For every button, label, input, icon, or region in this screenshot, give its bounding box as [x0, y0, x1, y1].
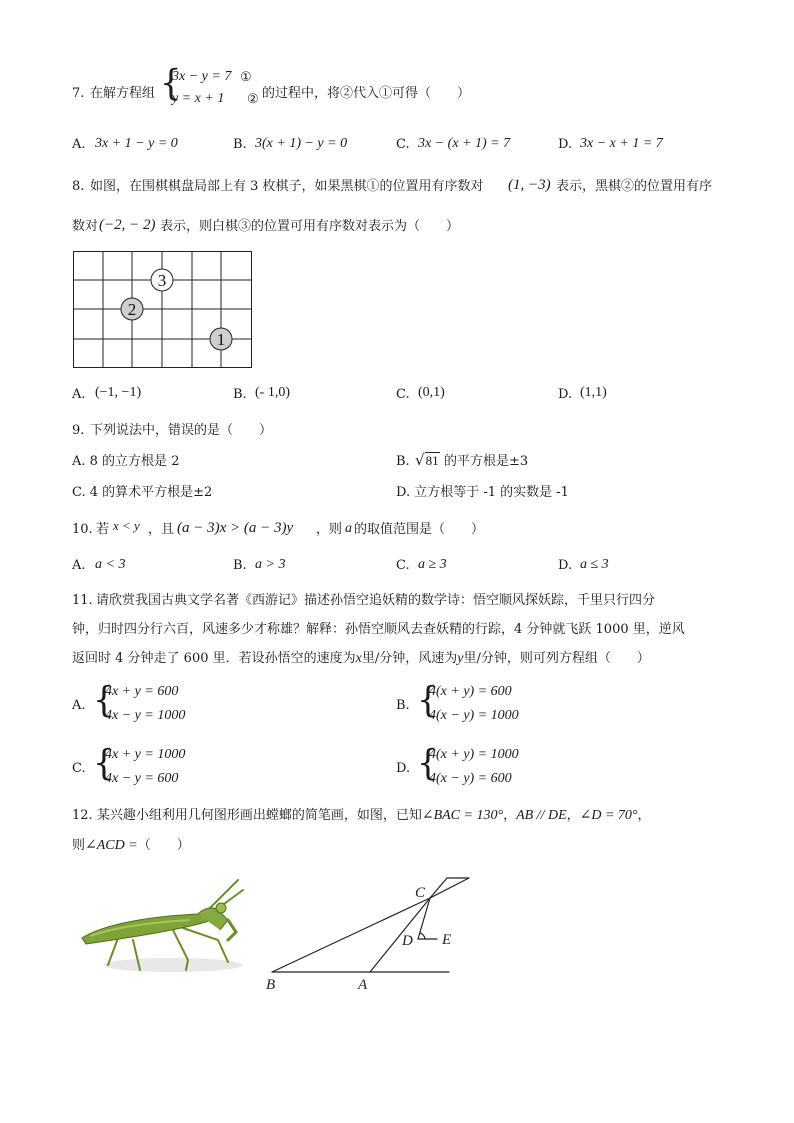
q11-line1: 请欣赏我国古典文学名著《西游记》描述孙悟空追妖精的数学诗：悟空顺风探妖踪，千里只行四分 — [96, 593, 656, 608]
q10-p3: ，则 — [316, 522, 343, 537]
q12-parallel: AB // DE — [516, 808, 567, 823]
q12-number: 12. — [72, 808, 93, 823]
q12-l1-b: ， — [503, 808, 517, 823]
q7-eq1-mark: ① — [240, 69, 252, 85]
q9-option-a: A. 8 的立方根是 2 — [72, 454, 180, 469]
q10-number: 10. — [72, 522, 93, 537]
q11-option-c-eq2: 4x − y = 600 — [105, 771, 179, 786]
q11-option-a-eq2: 4x − y = 1000 — [105, 708, 186, 723]
q10-cond2: (a − 3)x > (a − 3)y — [177, 520, 294, 536]
stone-1-label: 1 — [216, 330, 226, 349]
q11-option-c-eq1: 4x + y = 1000 — [105, 747, 186, 762]
q11-option-a-brace: { — [93, 679, 115, 721]
q11-option-c-label: C. — [72, 761, 86, 776]
q10-p2: ，且 — [148, 522, 175, 537]
q9-stem: 下列说法中，错误的是（ ） — [90, 423, 273, 438]
q10-option-c: a ≥ 3 — [418, 557, 447, 572]
q8-option-b: (- 1,0) — [255, 385, 290, 400]
q9-option-c: C. 4 的算术平方根是±2 — [72, 485, 213, 500]
q8-option-d: (1,1) — [580, 385, 607, 400]
q7-eq2: y = x + 1 — [172, 91, 225, 106]
q10-option-a: a < 3 — [95, 557, 126, 572]
q7-eq2-mark: ② — [247, 91, 259, 107]
q11-option-d-eq1: 4(x + y) = 1000 — [429, 747, 519, 762]
q7-option-d: 3x − x + 1 = 7 — [580, 136, 663, 151]
q11-line3-b: 里/分钟，风速为 — [361, 651, 458, 666]
q10-option-b: a > 3 — [255, 557, 286, 572]
q8-line1-b: 表示，黑棋②的位置用有序 — [556, 179, 713, 194]
q8-line1-a: 如图，在围棋棋盘局部上有 3 枚棋子，如果黑棋①的位置用有序数对 — [90, 179, 484, 194]
q11-option-c-brace: { — [93, 742, 115, 784]
label-a: A — [358, 977, 368, 993]
q12-line2 — [72, 837, 190, 855]
q11-var-y: y — [457, 651, 464, 666]
q8-number: 8. — [72, 179, 85, 194]
q7-suffix: 的过程中，将②代入①可得（ ） — [262, 86, 471, 101]
q10-option-b-label: B. — [233, 558, 247, 573]
q7-eq1: 3x − y = 7 — [172, 69, 232, 84]
q12-angle-d: ∠D = 70° — [579, 808, 638, 823]
line-top-back — [430, 878, 469, 898]
white-stone-3 — [151, 269, 173, 291]
q8-line2-a: 数对 — [72, 219, 99, 234]
q11-option-b-brace: { — [417, 679, 439, 721]
q9-option-b-text: 的平方根是±3 — [444, 454, 529, 469]
q11-option-b-label: B. — [396, 698, 410, 713]
mantis-photo — [78, 870, 258, 978]
q7-brace: { — [160, 62, 182, 104]
line-ac — [370, 898, 430, 972]
q10-option-d-label: D. — [558, 558, 573, 573]
line-c-top — [430, 878, 447, 898]
q10-option-d: a ≤ 3 — [580, 557, 609, 572]
black-stone-1 — [210, 328, 232, 350]
q7-option-a: 3x + 1 − y = 0 — [95, 136, 178, 151]
q12-l2-b: （ ） — [137, 838, 190, 853]
stone-2-label: 2 — [127, 300, 137, 319]
q9-option-b-radicand: 81 — [425, 453, 439, 468]
go-board-figure — [73, 251, 253, 369]
geometry-figure — [262, 872, 477, 992]
angle-d-arc — [420, 933, 425, 939]
q11-line3-a: 返回时 4 分钟走了 600 里．若设孙悟空的速度为 — [72, 651, 356, 666]
q11-option-a-label: A. — [72, 698, 86, 713]
q10-p4: 的取值范围是（ ） — [354, 522, 485, 537]
q12-l1-d: ， — [637, 808, 651, 823]
q9-option-b-radical — [415, 451, 440, 471]
q7-option-d-label: D. — [558, 137, 573, 152]
q8-line2-pair: (−2, − 2) — [99, 217, 156, 233]
q8-option-a: (−1, −1) — [95, 385, 142, 400]
q7-prefix: 在解方程组 — [90, 86, 156, 101]
q8-option-d-label: D. — [558, 387, 573, 402]
q7-equation-system — [160, 62, 270, 110]
q12-l1-c: ， — [566, 808, 580, 823]
q8-option-c-label: C. — [396, 387, 410, 402]
q8-option-a-label: A. — [72, 387, 86, 402]
q10-var: a — [345, 521, 352, 536]
sqrt-sign: √ — [415, 451, 425, 469]
q12-l2-a: 则 — [72, 838, 86, 853]
q11-option-a-eq1: 4x + y = 600 — [105, 684, 179, 699]
q7-option-c: 3x − (x + 1) = 7 — [418, 136, 511, 151]
q11-option-d-eq2: 4(x − y) = 600 — [429, 771, 512, 786]
q7-number: 7. — [72, 86, 85, 101]
q12-l1-a: 某兴趣小组利用几何图形画出螳螂的简笔画，如图，已知 — [96, 808, 422, 823]
q7-option-b: 3(x + 1) − y = 0 — [255, 136, 348, 151]
q9-number: 9. — [72, 423, 85, 438]
q11-line2: 钟，归时四分行六百，风速多少才称雄？解释：孙悟空顺风去查妖精的行踪，4 分钟就飞跃 1000 里，逆风 — [72, 622, 685, 637]
q8-option-b-label: B. — [233, 387, 247, 402]
q11-option-b-eq1: 4(x + y) = 600 — [429, 684, 512, 699]
q10-p1: 若 — [96, 522, 110, 537]
q11-var-x: x — [355, 651, 362, 666]
label-d: D — [402, 933, 413, 949]
q12-angle-acd: ∠ACD = — [85, 838, 138, 853]
q8-option-c: (0,1) — [418, 385, 445, 400]
label-e: E — [442, 932, 452, 948]
stone-3-label: 3 — [157, 271, 167, 290]
label-c: C — [415, 885, 426, 901]
q12-line1 — [72, 807, 651, 825]
label-b: B — [266, 977, 276, 993]
q10-option-c-label: C. — [396, 558, 410, 573]
q9-option-b-label: B. — [396, 454, 410, 469]
q8-line1-pair: (1, −3) — [508, 177, 551, 193]
q10-cond1: x < y — [113, 518, 140, 533]
black-stone-2 — [121, 298, 143, 320]
q7-option-a-label: A. — [72, 137, 86, 152]
q11-option-d-brace: { — [417, 742, 439, 784]
q7-option-b-label: B. — [233, 137, 247, 152]
q10-option-a-label: A. — [72, 558, 86, 573]
q11-line3 — [72, 650, 650, 668]
q12-angle-bac: ∠BAC = 130° — [421, 808, 504, 823]
q11-option-d-label: D. — [396, 761, 411, 776]
q11-option-b-eq2: 4(x − y) = 1000 — [429, 708, 519, 723]
q9-option-d: D. 立方根等于 -1 的实数是 -1 — [396, 485, 569, 500]
q11-line3-c: 里/分钟，则可列方程组（ ） — [463, 651, 650, 666]
q7-option-c-label: C. — [396, 137, 410, 152]
q11-number: 11. — [72, 593, 93, 608]
q8-line2-b: 表示，则白棋③的位置可用有序数对表示为（ ） — [160, 219, 460, 234]
